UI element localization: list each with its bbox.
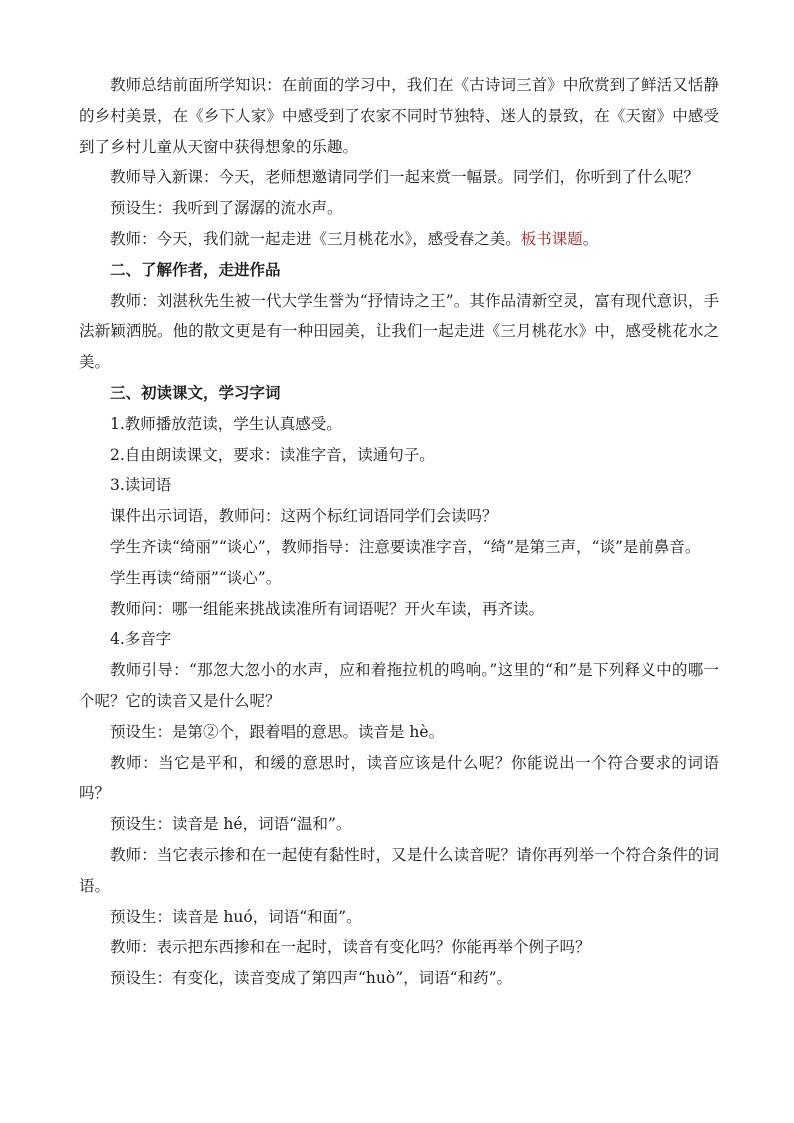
paragraph-author: 教师：刘湛秋先生被一代大学生誉为“抒情诗之王”。其作品清新空灵，富有现代意识，手法新颖洒脱。他的散文更是有一种田园美，让我们一起走进《三月桃花水》中，感受桃花水之美。 [79, 291, 719, 372]
paragraph-read-again: 学生再读“绮丽”“谈心”。 [110, 568, 282, 587]
list-item-4: 4.多音字 [110, 630, 172, 649]
paragraph-tail: 。 [582, 229, 599, 248]
paragraph-title-intro [79, 224, 719, 255]
paragraph-question-he2: 教师：当它是平和，和缓的意思时，读音应该是什么呢？你能说出一个符合要求的词语吗？ [79, 753, 719, 803]
paragraph-preset-huo2: 预设生：读音是 huó，词语“和面”。 [110, 907, 362, 926]
paragraph-preset-he4: 预设生：是第②个，跟着唱的意思。读音是 hè。 [110, 722, 445, 741]
section-heading-author: 二、了解作者，走进作品 [110, 259, 281, 279]
document-body [79, 70, 719, 994]
paragraph-question-huo2: 教师：当它表示掺和在一起使有黏性时，又是什么读音呢？请你再列举一个符合条件的词语。 [79, 845, 719, 895]
paragraph-intro: 教师导入新课：今天，老师想邀请同学们一起来赏一幅景。同学们，你听到了什么呢？ [110, 168, 700, 187]
paragraph-preset-he2: 预设生：读音是 hé，词语“温和”。 [110, 815, 352, 834]
list-item-1: 1.教师播放范读，学生认真感受。 [110, 414, 342, 433]
paragraph-read-together: 学生齐读“绮丽”“谈心”，教师指导：注意要读准字音，“绮”是第三声，“谈”是前鼻音。 [110, 537, 701, 556]
board-note-highlight: 板书课题 [520, 229, 583, 248]
paragraph-preset-answer: 预设生：我听到了潺潺的流水声。 [110, 199, 343, 218]
paragraph-question-huo4: 教师：表示把东西掺和在一起时，读音有变化吗？你能再举个例子吗？ [110, 938, 591, 957]
paragraph-text: 教师：今天，我们就一起走进《三月桃花水》，感受春之美。 [110, 229, 521, 248]
paragraph-challenge: 教师问：哪一组能来挑战读准所有词语呢？开火车读，再齐读。 [110, 599, 545, 618]
list-item-2: 2.自由朗读课文，要求：读准字音，读通句子。 [110, 445, 435, 464]
paragraph-review: 教师总结前面所学知识：在前面的学习中，我们在《古诗词三首》中欣赏到了鲜活又恬静的乡村美景，在《乡下人家》中感受到了农家不同时节独特、迷人的景致，在《天窗》中感受到了乡村儿童从天窗中获得想象的乐趣。 [79, 76, 719, 156]
paragraph-preset-huo4: 预设生：有变化，读音变成了第四声“huò”，词语“和药”。 [110, 969, 512, 988]
paragraph-guidance: 教师引导：“那忽大忽小的水声，应和着拖拉机的鸣响。”这里的“和”是下列释义中的哪一个呢？它的读音又是什么呢？ [79, 661, 719, 710]
list-item-3: 3.读词语 [110, 476, 172, 495]
paragraph-words: 课件出示词语，教师问：这两个标红词语同学们会读吗？ [110, 507, 498, 526]
section-heading-reading: 三、初读课文，学习字词 [110, 382, 281, 402]
